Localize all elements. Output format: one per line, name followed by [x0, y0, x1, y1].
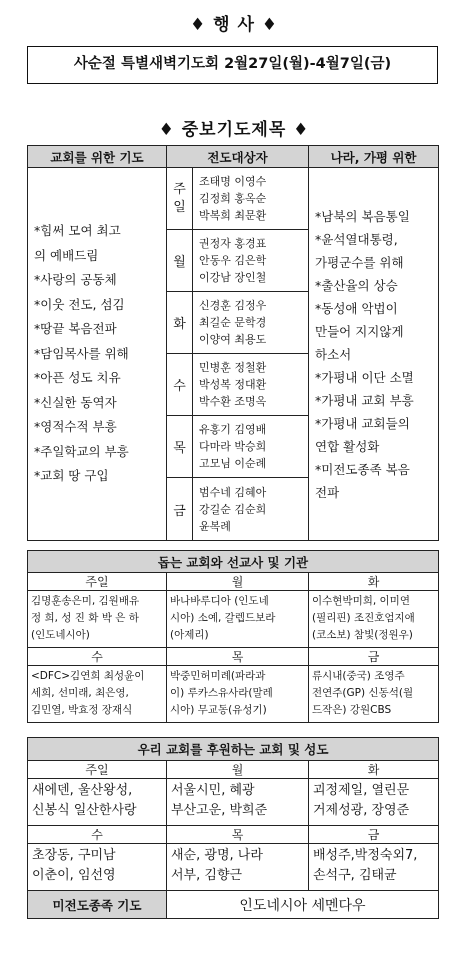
sponsor-line: 새에덴, 울산왕성, — [32, 783, 133, 798]
support-line: (필리핀) 조진호엄지애 — [312, 612, 415, 624]
evangelism-name-line: 최길순 문학경 — [199, 316, 267, 329]
sponsor-line: 서울시민, 혜광 — [171, 783, 255, 798]
support-cell — [167, 666, 309, 723]
sponsor-cell — [167, 779, 309, 826]
sponsor-cell — [28, 844, 167, 891]
support-line: 드작은) 강원CBS — [312, 704, 392, 716]
intercession-table — [27, 145, 439, 541]
sponsor-line: 거제성광, 장영준 — [313, 803, 410, 818]
evangelism-name-line: 다마라 박승희 — [199, 440, 267, 453]
evangelism-name-line: 범수네 김혜아 — [199, 485, 267, 499]
church-prayer-item: 의 예배드림 — [34, 247, 99, 263]
church-prayer-item: *영적수적 부흥 — [34, 419, 117, 435]
support-cell — [309, 591, 439, 648]
sponsor-line: 서부, 김향근 — [171, 868, 243, 883]
nation-prayer-list — [309, 168, 439, 541]
church-prayer-item: *주일학교의 부흥 — [34, 443, 129, 459]
sponsor-cell — [167, 844, 309, 891]
support-cell — [28, 666, 167, 723]
church-prayer-item: *힘써 모여 최고 — [34, 223, 121, 239]
nation-prayer-item: *동성애 악법이 — [315, 300, 398, 316]
nation-prayer-item: 만들어 지지않게 — [315, 323, 404, 339]
sponsor-cell — [309, 844, 439, 891]
sponsor-line: 신봉식 일산한사랑 — [32, 803, 137, 818]
evangelism-name-line: 고모님 이순례 — [199, 457, 267, 470]
support-line: 세희, 선미래, 최은영, — [31, 687, 129, 699]
sponsor-line: 괴정제일, 열린문 — [313, 783, 410, 798]
nation-prayer-item: *남북의 복음통일 — [315, 208, 410, 224]
support-line: (인도네시아) — [31, 629, 90, 641]
sponsor-line: 초장동, 구미남 — [32, 848, 116, 863]
sponsor-line: 이춘이, 임선영 — [32, 868, 116, 883]
support-line: (아제리) — [170, 629, 209, 641]
sponsor-line: 배성주,박정숙외7, — [313, 848, 418, 863]
support-day-header: 주일 — [28, 573, 167, 591]
sponsor-day-header: 월 — [167, 761, 309, 779]
evangelism-day: 화 — [167, 292, 193, 354]
evangelism-name-line: 윤복례 — [199, 519, 231, 533]
unreached-value: 인도네시아 세멘다우 — [167, 891, 439, 919]
event-line: 사순절 특별새벽기도회 2월27일(월)-4월7일(금) — [27, 46, 438, 84]
evangelism-day: 주 일 — [167, 168, 193, 230]
support-line: 김민열, 박효정 장재식 — [31, 704, 133, 716]
church-prayer-item: *아픈 성도 치유 — [34, 370, 121, 386]
church-prayer-item: *신실한 동역자 — [34, 394, 117, 410]
support-day-header: 금 — [309, 648, 439, 666]
evangelism-name-line: 김정희 홍옥순 — [199, 192, 267, 205]
nation-prayer-item: 가평군수를 위해 — [315, 254, 404, 270]
evangelism-name-line: 박복희 최문환 — [199, 209, 267, 222]
support-line: 정 희, 성 진 화 박 은 하 — [31, 612, 139, 624]
intercession-section-title: ♦ 중보기도제목 ♦ — [158, 120, 310, 140]
sponsor-line: 새순, 광명, 나라 — [171, 848, 263, 863]
sponsor-cell — [28, 779, 167, 826]
header-church-prayer: 교회를 위한 기도 — [28, 146, 167, 168]
sponsor-cell — [309, 779, 439, 826]
church-prayer-item: *사랑의 공동체 — [34, 272, 117, 288]
evangelism-day: 금 — [167, 478, 193, 541]
evangelism-name-line: 이강남 장인철 — [199, 271, 267, 284]
sponsor-day-header: 화 — [309, 761, 439, 779]
sponsors-section-title: 우리 교회를 후원하는 교회 및 성도 — [28, 738, 439, 761]
evangelism-names — [193, 478, 309, 541]
evangelism-name-line: 민병훈 정철환 — [199, 361, 267, 374]
evangelism-name-line: 박수환 조명옥 — [199, 395, 267, 408]
evangelism-names — [193, 168, 309, 230]
evangelism-names — [193, 230, 309, 292]
support-line: 류시내(중국) 조영주 — [312, 670, 405, 682]
nation-prayer-item: *가평내 교회 부흥 — [315, 392, 414, 408]
sponsor-line: 부산고운, 박희준 — [171, 803, 268, 818]
support-line: 김명훈송은미, 김원배유 — [31, 595, 140, 607]
support-line: 이수현박미희, 이미연 — [312, 595, 410, 607]
evangelism-day: 목 — [167, 416, 193, 478]
evangelism-name-line: 이양여 최용도 — [199, 333, 267, 346]
nation-prayer-item: 연합 활성화 — [315, 438, 380, 454]
evangelism-day: 월 — [167, 230, 193, 292]
evangelism-name-line: 신경훈 김정우 — [199, 299, 267, 312]
support-line: (코소보) 참빛(정원우) — [312, 629, 413, 641]
sponsor-line: 손석구, 김태균 — [313, 868, 397, 883]
church-prayer-item: *땅끝 복음전파 — [34, 321, 117, 337]
evangelism-name-line: 안동우 김은학 — [199, 254, 267, 267]
evangelism-name-line: 권정자 홍경표 — [199, 237, 267, 250]
evangelism-name-line: 조태명 이영수 — [199, 175, 267, 188]
support-cell — [28, 591, 167, 648]
support-line: <DFC>김연희 최성윤이 — [31, 670, 145, 682]
support-day-header: 수 — [28, 648, 167, 666]
support-line: 이) 루카스유사라(말레 — [170, 687, 273, 699]
nation-prayer-item: 하소서 — [315, 346, 352, 362]
nation-prayer-item: *미전도종족 복음 — [315, 461, 410, 477]
church-prayer-list — [28, 168, 167, 541]
evangelism-day: 수 — [167, 354, 193, 416]
sponsors-table — [27, 737, 439, 919]
support-day-header: 월 — [167, 573, 309, 591]
evangelism-names — [193, 354, 309, 416]
church-prayer-item: *담임목사를 위해 — [34, 345, 129, 361]
support-line: 시아) 무교동(유성기) — [170, 704, 267, 716]
unreached-label: 미전도종족 기도 — [28, 891, 167, 919]
sponsor-day-header: 수 — [28, 826, 167, 844]
evangelism-name-line: 박성복 정대환 — [199, 378, 267, 391]
sponsor-day-header: 주일 — [28, 761, 167, 779]
church-prayer-item: *이웃 전도, 섬김 — [34, 296, 125, 312]
evangelism-names — [193, 416, 309, 478]
support-line: 바나바루디아 (인도네 — [170, 595, 269, 607]
nation-prayer-item: *가평내 교회들의 — [315, 415, 410, 431]
support-cell — [167, 591, 309, 648]
nation-prayer-item: 전파 — [315, 484, 340, 500]
event-section-title: ♦ 행 사 ♦ — [189, 15, 279, 35]
header-evangelism: 전도대상자 — [167, 146, 309, 168]
evangelism-name-line: 강길순 김순희 — [199, 502, 267, 516]
nation-prayer-item: *윤석열대통령, — [315, 231, 398, 247]
sponsor-day-header: 금 — [309, 826, 439, 844]
evangelism-names — [193, 292, 309, 354]
support-day-header: 화 — [309, 573, 439, 591]
nation-prayer-item: *가평내 이단 소멸 — [315, 369, 414, 385]
support-section-title: 돕는 교회와 선교사 및 기관 — [28, 551, 439, 573]
header-nation-prayer: 나라, 가평 위한 — [309, 146, 439, 168]
support-line: 시아) 소예, 갈렙드보라 — [170, 612, 276, 624]
support-line: 전연주(GP) 신동석(월 — [312, 687, 414, 699]
support-table — [27, 550, 439, 723]
church-prayer-item: *교회 땅 구입 — [34, 468, 109, 484]
support-day-header: 목 — [167, 648, 309, 666]
support-line: 박중민허미례(파라과 — [170, 670, 266, 682]
nation-prayer-item: *출산율의 상승 — [315, 277, 398, 293]
support-cell — [309, 666, 439, 723]
sponsor-day-header: 목 — [167, 826, 309, 844]
evangelism-name-line: 유홍기 김영배 — [199, 423, 267, 436]
